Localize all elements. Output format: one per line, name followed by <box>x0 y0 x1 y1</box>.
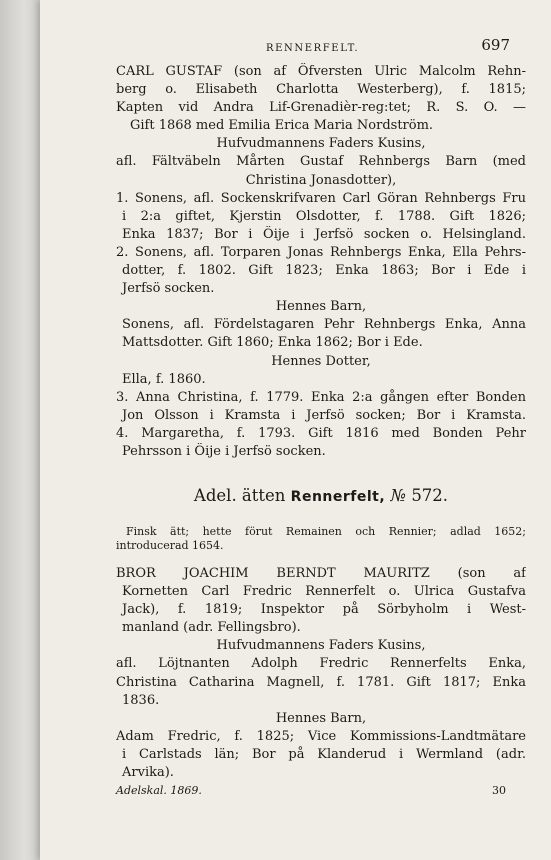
text-line: Ella, f. 1860. <box>122 371 206 387</box>
text-line: 1836. <box>122 692 160 708</box>
family-note <box>116 525 526 553</box>
text-line: 2. Sonens, afl. Torparen Jonas Rehnbergs Enka, Ella Pehrs- <box>116 244 526 260</box>
family-number: 572. <box>411 486 449 505</box>
family-prefix: Adel. ätten <box>193 486 286 505</box>
number-sign: № <box>390 486 407 505</box>
text-line: 1. Sonens, afl. Sockenskrifvaren Carl Göran Rehnbergs Fru <box>116 190 526 206</box>
family-name: Rennerfelt, <box>290 489 386 505</box>
entry-rehnberg <box>116 63 526 461</box>
section-heading: Hennes Barn, <box>275 299 367 315</box>
book-page <box>40 0 551 860</box>
note-line: Finsk ätt; hette förut Remainen och Rennier; adlad 1652; <box>126 525 526 538</box>
text-line: Enka 1837; Bor i Öije i Jerfsö socken o. Helsingland. <box>122 226 526 242</box>
section-heading: Hennes Dotter, <box>271 353 371 369</box>
note-line: introducerad 1654. <box>116 539 224 552</box>
section-heading: Hennes Barn, <box>275 710 367 726</box>
text-line: i 2:a giftet, Kjerstin Olsdotter, f. 1788. Gift 1826; <box>122 208 526 224</box>
running-header <box>116 36 526 56</box>
text-line: berg o. Elisabeth Charlotta Westerberg), f. 1815; <box>116 82 526 98</box>
text-line: Jack), f. 1819; Inspektor på Sörbyholm i West- <box>122 602 526 618</box>
family-heading <box>116 487 526 506</box>
text-line: Pehrsson i Öije i Jerfsö socken. <box>122 443 326 459</box>
signature-number: 30 <box>492 784 506 797</box>
text-line: 3. Anna Christina, f. 1779. Enka 2:a gången efter Bonden <box>116 389 526 405</box>
text-line: Sonens, afl. Fördelstagaren Pehr Rehnbergs Enka, Anna <box>122 317 526 333</box>
text-line: dotter, f. 1802. Gift 1823; Enka 1863; Bor i Ede i <box>122 263 526 279</box>
page-gutter <box>0 0 40 860</box>
text-line: afl. Löjtnanten Adolph Fredric Rennerfelts Enka, <box>116 656 526 672</box>
text-line: Christina Jonasdotter), <box>245 172 397 188</box>
text-line: Adam Fredric, f. 1825; Vice Kommissions-Landtmätare <box>116 728 526 744</box>
footer-source: Adelskal. 1869. <box>116 784 202 797</box>
text-line: BROR JOACHIM BERNDT MAURITZ (son af <box>116 566 526 581</box>
section-heading: Hufvudmannens Faders Kusins, <box>216 638 426 654</box>
text-line: Mattsdotter. Gift 1860; Enka 1862; Bor i Ede. <box>122 335 423 351</box>
text-line: Gift 1868 med Emilia Erica Maria Nordström. <box>130 118 434 134</box>
page-footer <box>116 782 526 800</box>
section-heading: Hufvudmannens Faders Kusins, <box>216 136 426 152</box>
text-line: Jerfsö socken. <box>122 281 215 297</box>
page-number: 697 <box>481 36 510 54</box>
text-line: afl. Fältväbeln Mårten Gustaf Rehnbergs Barn (med <box>116 154 526 170</box>
text-line: i Carlstads län; Bor på Klanderud i Wermland (adr. <box>122 746 526 762</box>
running-title: RENNERFELT. <box>266 43 360 54</box>
entry-rennerfelt <box>116 565 526 782</box>
text-line: CARL GUSTAF (son af Öfversten Ulric Malcolm Rehn- <box>116 64 526 79</box>
text-line: 4. Margaretha, f. 1793. Gift 1816 med Bonden Pehr <box>116 425 526 441</box>
text-line: Jon Olsson i Kramsta i Jerfsö socken; Bor i Kramsta. <box>122 407 526 423</box>
text-line: Arvika). <box>122 765 174 781</box>
text-line: Christina Catharina Magnell, f. 1781. Gift 1817; Enka <box>116 674 526 690</box>
text-line: manland (adr. Fellingsbro). <box>122 620 301 636</box>
text-line: Kornetten Carl Fredric Rennerfelt o. Ulrica Gustafva <box>122 584 526 600</box>
text-line: Kapten vid Andra Lif-Grenadièr-reg:tet; R. S. O. — <box>116 100 526 116</box>
